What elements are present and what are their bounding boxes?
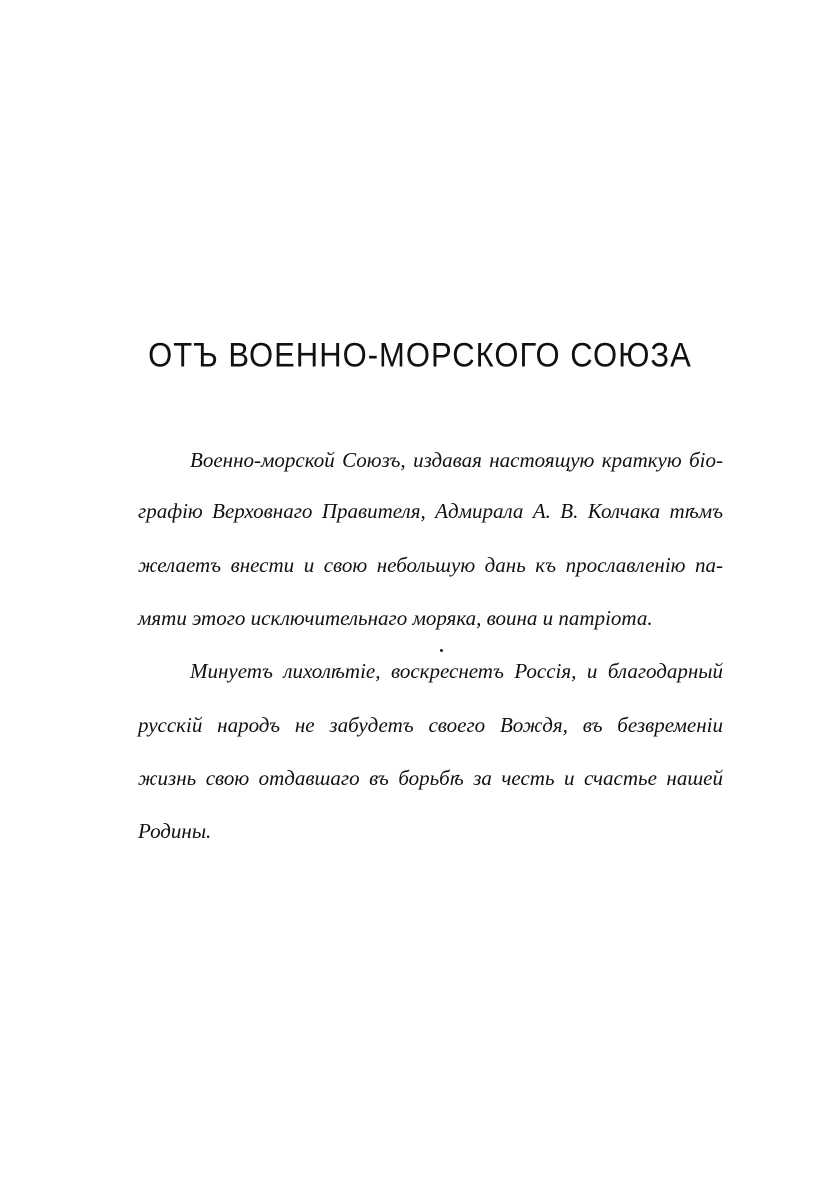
paragraph-line: графію Верховнаго Правителя, Адмирала А. В. Колчака тѣмъ [138,499,723,523]
paragraph-line: Минуетъ лихолѣтіе, воскреснетъ Россія, и благодарный [190,659,723,683]
paragraph-line: жизнь свою отдавшаго въ борьбѣ за честь и счастье нашей [138,766,723,790]
paragraph-line: желаетъ внести и свою небольшую дань къ прославленію па- [138,553,723,577]
page-title: ОТЪ ВОЕННО-МОРСКОГО СОЮЗА [148,335,692,375]
ink-speck [440,649,443,652]
paragraph-line: мяти этого исключительнаго моряка, воина и патріота. [138,606,653,630]
paragraph-line: Военно-морской Союзъ, издавая настоящую краткую біо- [190,448,723,472]
paragraph-line: русскій народъ не забудетъ своего Вождя, въ безвременіи [138,713,723,737]
paragraph-line: Родины. [138,819,212,843]
